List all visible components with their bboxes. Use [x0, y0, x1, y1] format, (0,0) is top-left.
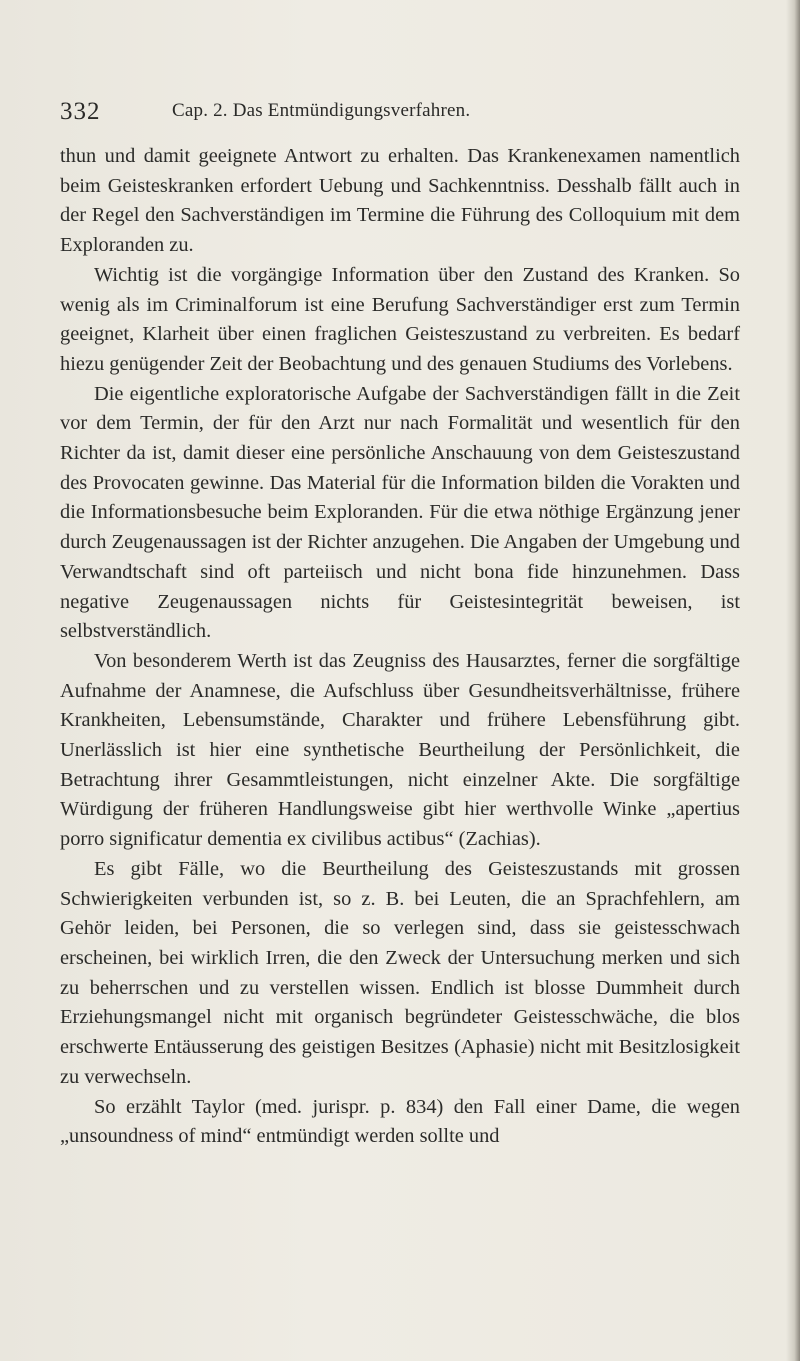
paragraph-4: Von besonderem Werth ist das Zeugniss des Hausarztes, ferner die sorgfältige Aufnahme der Anamnese, die Aufschluss über Gesundheitsverhältnisse, frühere Krankheiten, Lebensumstände, Charakter und frühere Lebensführung gibt. Unerlässlich ist hier eine synthetische Beurtheilung der Persönlichkeit, die Betrachtung ihrer Gesammtleistungen, nicht einzelner Akte. Die sorgfältige Würdigung der früheren Handlungsweise gibt hier werthvolle Winke „apertius porro significatur dementia ex civilibus actibus“ (Zachias). [60, 649, 740, 851]
page-edge-shadow [786, 0, 800, 1361]
paragraph-5: Es gibt Fälle, wo die Beurtheilung des Geisteszustands mit grossen Schwierigkeiten verbunden ist, so z. B. bei Leuten, die an Sprachfehlern, am Gehör leiden, bei Personen, die so verlegen sind, dass sie geistesschwach erscheinen, bei wirklich Irren, die den Zweck der Untersuchung merken und sich zu beherrschen und zu verstellen wissen. Endlich ist blosse Dummheit durch Erziehungsmangel nicht mit organisch begründeter Geistesschwäche, die blos erschwerte Entäusserung des geistigen Besitzes (Aphasie) nicht mit Besitzlosigkeit zu verwechseln. [60, 857, 740, 1088]
paragraph-2: Wichtig ist die vorgängige Information über den Zustand des Kranken. So wenig als im Criminalforum ist eine Berufung Sachverständiger erst zum Termin geeignet, Klarheit über einen fraglichen Geisteszustand zu verbreiten. Es bedarf hiezu genügender Zeit der Beobachtung und des genauen Studiums des Vorlebens. [60, 263, 740, 375]
page-number: 332 [60, 98, 101, 125]
body-text [60, 142, 740, 1152]
paragraph-3: Die eigentliche exploratorische Aufgabe der Sachverständigen fällt in die Zeit vor dem Termin, der für den Arzt nur nach Formalität und wesentlich für den Richter da ist, damit dieser eine persönliche Anschauung von dem Geisteszustand des Provocaten gewinne. Das Material für die Information bilden die Vorakten und die Informationsbesuche beim Exploranden. Für die etwa nöthige Ergänzung jener durch Zeugenaussagen ist der Richter anzugehen. Die Angaben der Umgebung und Verwandtschaft sind oft parteiisch und nicht bona fide hinzunehmen. Dass negative Zeugenaussagen nichts für Geistesintegrität beweisen, ist selbstverständlich. [60, 382, 740, 643]
running-title: Cap. 2. Das Entmündigungsverfahren. [172, 100, 471, 121]
paragraph-6: So erzählt Taylor (med. jurispr. p. 834) den Fall einer Dame, die wegen „unsoundness of mind“ entmündigt werden sollte und [60, 1095, 740, 1148]
page-header [60, 98, 740, 138]
paragraph-1: thun und damit geeignete Antwort zu erhalten. Das Krankenexamen namentlich beim Geisteskranken erfordert Uebung und Sachkenntniss. Desshalb fällt auch in der Regel den Sachverständigen im Termine die Führung des Colloquium mit dem Exploranden zu. [60, 145, 740, 257]
